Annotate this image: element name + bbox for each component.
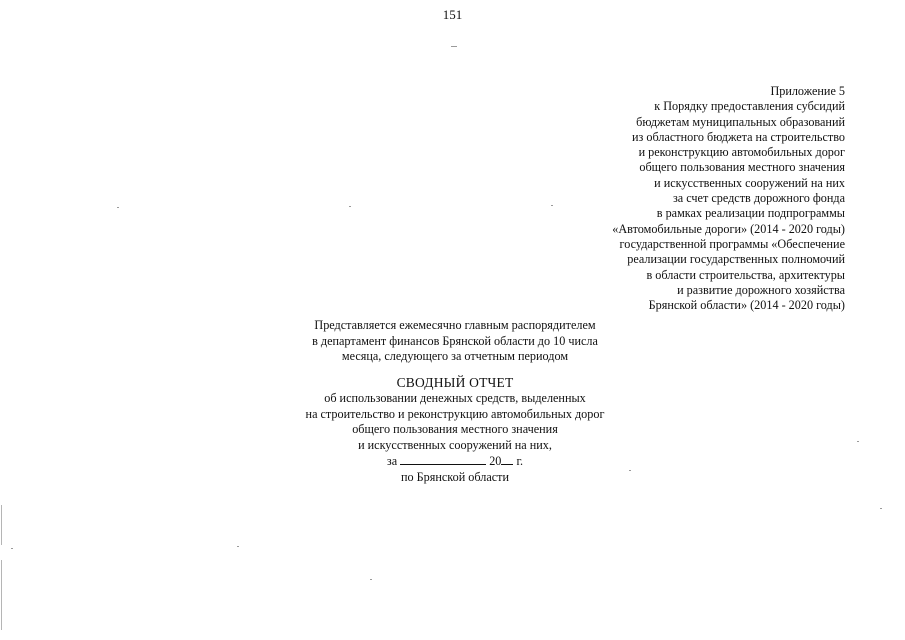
report-subtitle-line: на строительство и реконструкцию автомобильных дорог bbox=[305, 406, 605, 421]
appendix-line: государственной программы «Обеспечение bbox=[619, 236, 845, 251]
scan-speck bbox=[349, 206, 351, 207]
period-month-blank bbox=[400, 453, 486, 465]
appendix-line: «Автомобильные дороги» (2014 - 2020 годы) bbox=[612, 221, 845, 236]
submission-note-line: в департамент финансов Брянской области до 10 числа bbox=[312, 333, 598, 348]
period-year-prefix: 20 bbox=[489, 454, 502, 468]
appendix-line: к Порядку предоставления субсидий bbox=[654, 99, 845, 114]
scan-speck bbox=[551, 205, 553, 206]
page-number: 151 bbox=[442, 7, 463, 22]
report-period bbox=[155, 453, 755, 470]
appendix-line: общего пользования местного значения bbox=[639, 160, 845, 175]
appendix-line: Брянской области» (2014 - 2020 годы) bbox=[648, 298, 845, 313]
period-year-blank bbox=[501, 453, 513, 465]
appendix-line: в области строительства, архитектуры bbox=[646, 267, 845, 282]
appendix-line: бюджетам муниципальных образований bbox=[636, 114, 845, 129]
report-region: по Брянской области bbox=[401, 469, 509, 484]
submission-note-line: месяца, следующего за отчетным периодом bbox=[341, 349, 569, 363]
appendix-line: реализации государственных полномочий bbox=[627, 252, 845, 267]
scan-speck bbox=[117, 207, 119, 208]
period-prefix: за bbox=[386, 454, 398, 468]
period-suffix: г. bbox=[516, 454, 524, 468]
appendix-line: и развитие дорожного хозяйства bbox=[677, 282, 845, 297]
scan-speck bbox=[451, 46, 457, 47]
appendix-line: и реконструкцию автомобильных дорог bbox=[638, 145, 845, 160]
report-subtitle-line: общего пользования местного значения bbox=[352, 422, 558, 436]
scan-speck bbox=[237, 546, 239, 547]
scan-speck bbox=[880, 508, 882, 509]
appendix-line: в рамках реализации подпрограммы bbox=[656, 206, 845, 221]
submission-note bbox=[155, 318, 755, 365]
scan-speck bbox=[370, 579, 372, 580]
scan-edge-mark bbox=[1, 560, 2, 630]
appendix-line: Приложение 5 bbox=[770, 84, 845, 98]
appendix-header bbox=[525, 84, 845, 313]
report-heading bbox=[155, 374, 755, 485]
appendix-line: за счет средств дорожного фонда bbox=[672, 191, 845, 206]
report-title: СВОДНЫЙ ОТЧЕТ bbox=[396, 375, 514, 390]
scan-speck bbox=[11, 548, 13, 549]
submission-note-line: Представляется ежемесячно главным распорядителем bbox=[314, 318, 596, 332]
scan-speck bbox=[857, 441, 859, 442]
appendix-line: из областного бюджета на строительство bbox=[632, 129, 845, 144]
scan-speck bbox=[629, 470, 631, 471]
report-subtitle-line: об использовании денежных средств, выделенных bbox=[324, 391, 586, 405]
report-subtitle-line: и искусственных сооружений на них, bbox=[358, 437, 552, 452]
appendix-line: и искусственных сооружений на них bbox=[654, 175, 845, 190]
scan-edge-mark bbox=[1, 505, 2, 545]
